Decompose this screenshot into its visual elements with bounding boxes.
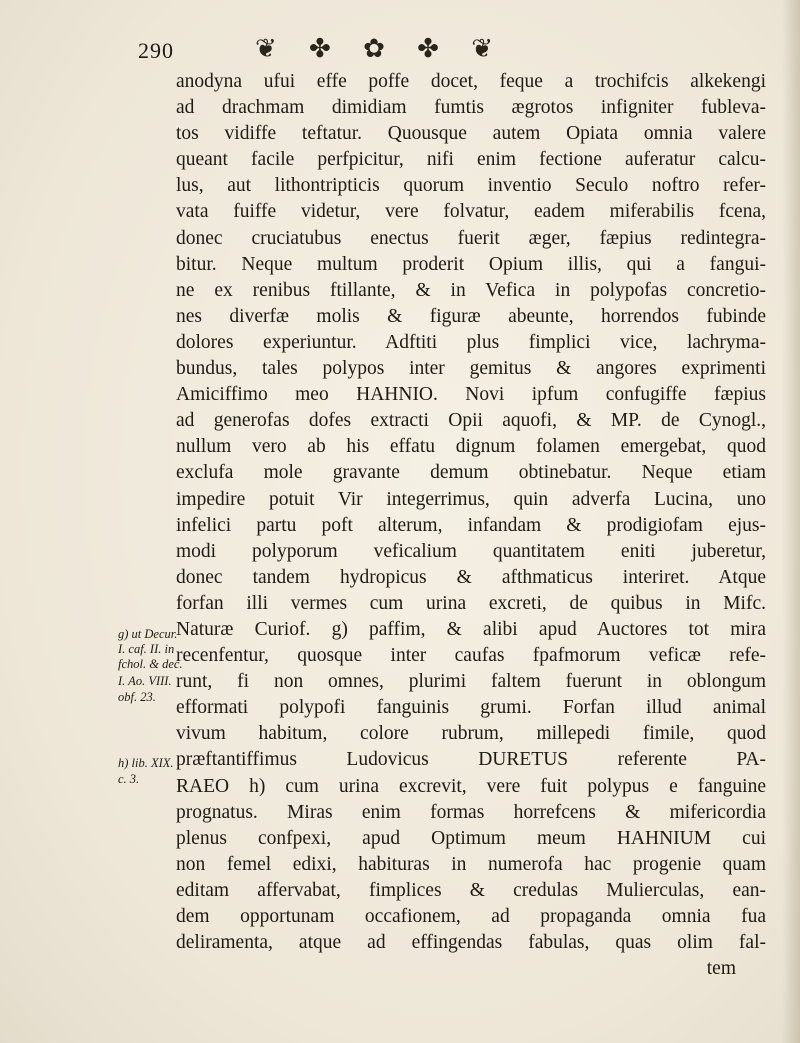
text-line: donec cruciatubus enectus fuerit æger, fæpius redintegra-	[176, 227, 766, 249]
text-line: exclufa mole gravante demum obtinebatur. Neque etiam	[176, 462, 766, 484]
margin-note: fchol. & dec.	[118, 657, 183, 671]
text-line: lus, aut lithontripticis quorum inventio Seculo noftro refer-	[176, 175, 766, 197]
text-line: donec tandem hydropicus & afthmaticus interiret. Atque	[176, 566, 766, 588]
text-line: præftantiffimus Ludovicus DURETUS referente PA-	[176, 749, 766, 771]
text-line: editam affervabat, fimplices & credulas Mulierculas, ean-	[176, 879, 766, 901]
text-line: recenfentur, quosque inter caufas fpafmorum veficæ refe-	[176, 645, 766, 667]
text-line: nullum vero ab his effatu dignum folamen emergebat, quod	[176, 436, 766, 458]
text-line: runt, fi non omnes, plurimi faltem fuerunt in oblongum	[176, 671, 766, 693]
text-line: modi polyporum veficalium quantitatem eniti juberetur,	[176, 540, 766, 562]
body-text	[176, 69, 766, 982]
text-line: non femel edixi, habituras in numerofa hac progenie quam	[176, 853, 766, 875]
text-line: prognatus. Miras enim formas horrefcens & mifericordia	[176, 801, 766, 823]
text-line: impedire potuit Vir integerrimus, quin adverfa Lucina, uno	[176, 488, 766, 510]
text-line: Naturæ Curiof. g) paffim, & alibi apud Auctores tot mira	[176, 618, 766, 640]
text-line: ad drachmam dimidiam fumtis ægrotos infigniter fubleva-	[176, 97, 766, 119]
text-line: plenus confpexi, apud Optimum meum HAHNIUM cui	[176, 827, 766, 849]
text-line: nes diverfæ molis & figuræ abeunte, horrendos fubinde	[176, 305, 766, 327]
margin-note: g) ut Decur.	[118, 627, 178, 641]
text-line: deliramenta, atque ad effingendas fabulas, quas olim fal-	[176, 932, 766, 954]
catchword: tem	[706, 958, 736, 980]
text-line: ne ex renibus ftillante, & in Vefica in polypofas concretio-	[176, 279, 766, 301]
text-line: forfan illi vermes cum urina excreti, de quibus in Mifc.	[176, 592, 766, 614]
page-number: 290	[138, 38, 174, 63]
margin-note: c. 3.	[118, 772, 140, 786]
header-ornament: ❦ ✤ ✿ ✤ ❦	[255, 34, 505, 64]
text-line: dem opportunam occafionem, ad propaganda omnia fua	[176, 906, 766, 927]
text-line: ad generofas dofes extracti Opii aquofi, & MP. de Cynogl.,	[176, 410, 766, 432]
text-line: efformati polypofi fanguinis grumi. Forfan illud animal	[176, 697, 766, 719]
text-line: Amiciffimo meo HAHNIO. Novi ipfum confugiffe fæpius	[176, 384, 766, 406]
text-line: queant facile perfpicitur, nifi enim fectione auferatur calcu-	[176, 149, 766, 171]
margin-note: obf. 23.	[118, 690, 156, 704]
text-line: tos vidiffe teftatur. Quousque autem Opiata omnia valere	[176, 123, 766, 145]
text-line: infelici partu poft alterum, infandam & prodigiofam ejus-	[176, 514, 766, 536]
text-line: RAEO h) cum urina excrevit, vere fuit polypus e fanguine	[176, 775, 766, 797]
text-line: vivum habitum, colore rubrum, millepedi fimile, quod	[176, 723, 766, 745]
margin-note: I. caf. II. in	[118, 642, 175, 656]
text-line: dolores experiuntur. Adftiti plus fimplici vice, lachryma-	[176, 331, 766, 353]
text-line: anodyna ufui effe poffe docet, feque a trochifcis alkekengi	[176, 71, 766, 92]
text-line: bundus, tales polypos inter gemitus & angores exprimenti	[176, 358, 766, 380]
text-line: vata fuiffe videtur, vere folvatur, eadem miferabilis fcena,	[176, 201, 766, 223]
page-edge-shadow	[782, 0, 800, 1043]
text-line: bitur. Neque multum proderit Opium illis, qui a fangui-	[176, 253, 766, 275]
margin-note: h) lib. XIX.	[118, 756, 174, 770]
margin-note: I. Ao. VIII.	[118, 674, 172, 688]
page-header	[0, 28, 800, 68]
